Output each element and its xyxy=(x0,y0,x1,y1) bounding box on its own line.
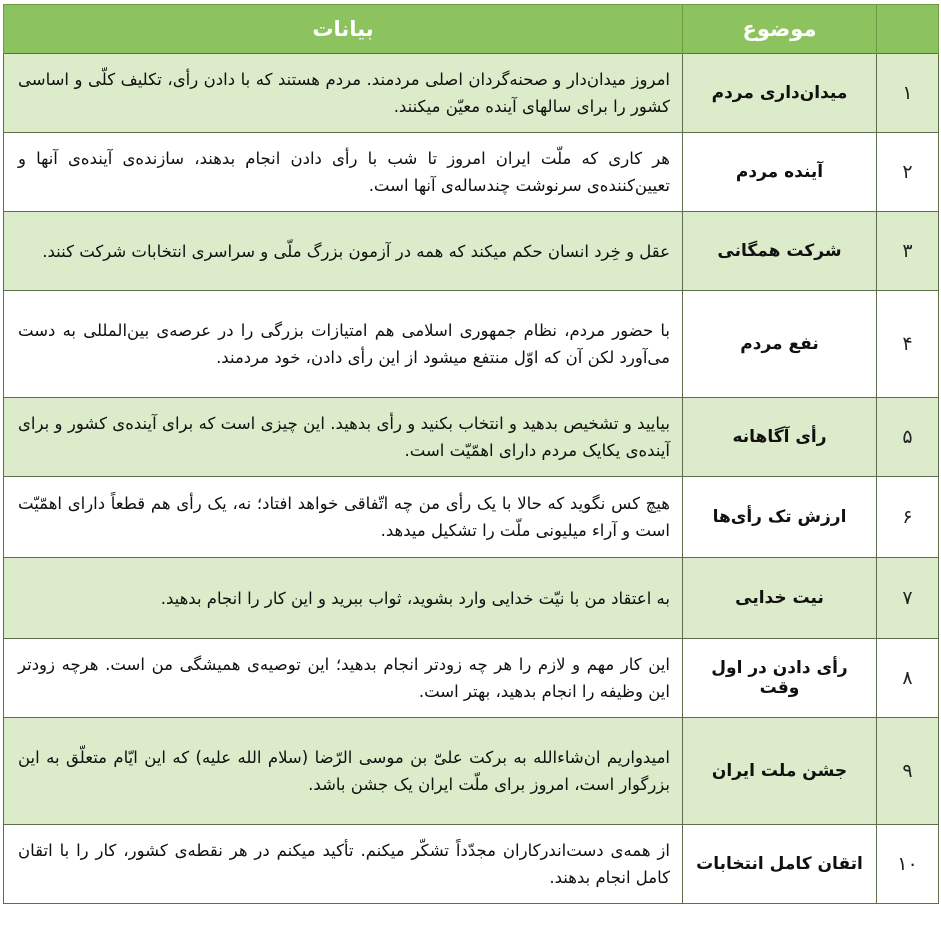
row-number: ۶ xyxy=(877,477,939,558)
row-number: ۷ xyxy=(877,558,939,639)
table-row xyxy=(4,54,939,133)
row-number: ۱ xyxy=(877,54,939,133)
row-statement: هر کاری که ملّت ایران امروز تا شب با رأی دادن انجام بدهند، سازنده‌ی آینده‌ی آنها و تعیین‌کننده‌ی سرنوشت چندساله‌ی آنها است. xyxy=(4,133,683,212)
header-row xyxy=(4,5,939,54)
table-row xyxy=(4,398,939,477)
statements-table xyxy=(3,4,939,904)
header-topic: موضوع xyxy=(683,5,877,54)
row-topic: نفع مردم xyxy=(683,291,877,398)
table-row xyxy=(4,477,939,558)
row-topic: آینده مردم xyxy=(683,133,877,212)
row-topic: شرکت همگانی xyxy=(683,212,877,291)
row-number: ۵ xyxy=(877,398,939,477)
row-number: ۹ xyxy=(877,718,939,825)
row-number: ۳ xyxy=(877,212,939,291)
row-statement: بیایید و تشخیص بدهید و انتخاب بکنید و رأی بدهید. این چیزی است که برای آینده‌ی کشور و برای آینده‌ی یکایک مردم دارای اهمّیّت است. xyxy=(4,398,683,477)
table-row xyxy=(4,212,939,291)
row-topic: رأی آگاهانه xyxy=(683,398,877,477)
row-topic: میدان‌داری مردم xyxy=(683,54,877,133)
row-number: ۴ xyxy=(877,291,939,398)
row-statement: با حضور مردم، نظام جمهوری اسلامی هم امتیازات بزرگی را در عرصه‌ی بین‌المللی به دست می‌آورد لکن آن که اوّل منتفع میشود از این رأی دادن، خود مردمند. xyxy=(4,291,683,398)
row-statement: از همه‌ی دست‌اندرکاران مجدّداً تشکّر میکنم. تأکید میکنم در هر نقطه‌ی کشور، کار را با اتقان کامل انجام بدهند. xyxy=(4,825,683,904)
table-row xyxy=(4,825,939,904)
header-statements: بیانات xyxy=(4,5,683,54)
table-row xyxy=(4,133,939,212)
row-number: ۲ xyxy=(877,133,939,212)
row-number: ۱۰ xyxy=(877,825,939,904)
row-topic: نیت خدایی xyxy=(683,558,877,639)
row-statement: این کار مهم و لازم را هر چه زودتر انجام بدهید؛ این توصیه‌ی همیشگی من است. هرچه زودتر این وظیفه را انجام بدهید، بهتر است. xyxy=(4,639,683,718)
row-statement: هیچ کس نگوید که حالا با یک رأی من چه اتّفاقی خواهد افتاد؛ نه، یک رأی هم قطعاً دارای اهمّیّت است و آراء میلیونی ملّت را تشکیل میدهد. xyxy=(4,477,683,558)
table-row xyxy=(4,639,939,718)
row-statement: عقل و خِرد انسان حکم میکند که همه در آزمون بزرگ ملّی و سراسری انتخابات شرکت کنند. xyxy=(4,212,683,291)
row-statement: امیدواریم ان‌شاءالله به برکت علیّ بن موسی الرّضا (سلام الله علیه) که این ایّام متعلّق به این بزرگوار است، امروز برای ملّت ایران یک جشن باشد. xyxy=(4,718,683,825)
row-topic: جشن ملت ایران xyxy=(683,718,877,825)
row-topic: رأی دادن در اول وقت xyxy=(683,639,877,718)
row-statement: امروز میدان‌دار و صحنه‌گردان اصلی مردمند. مردم هستند که با دادن رأی، تکلیف کلّی و اساسی کشور را برای سالهای آینده معیّن میکنند. xyxy=(4,54,683,133)
row-statement: به اعتقاد من با نیّت خدایی وارد بشوید، ثواب ببرید و این کار را انجام بدهید. xyxy=(4,558,683,639)
row-topic: ارزش تک رأی‌ها xyxy=(683,477,877,558)
table-row xyxy=(4,718,939,825)
header-number xyxy=(877,5,939,54)
table-row xyxy=(4,291,939,398)
row-number: ۸ xyxy=(877,639,939,718)
table-row xyxy=(4,558,939,639)
row-topic: اتقان کامل انتخابات xyxy=(683,825,877,904)
